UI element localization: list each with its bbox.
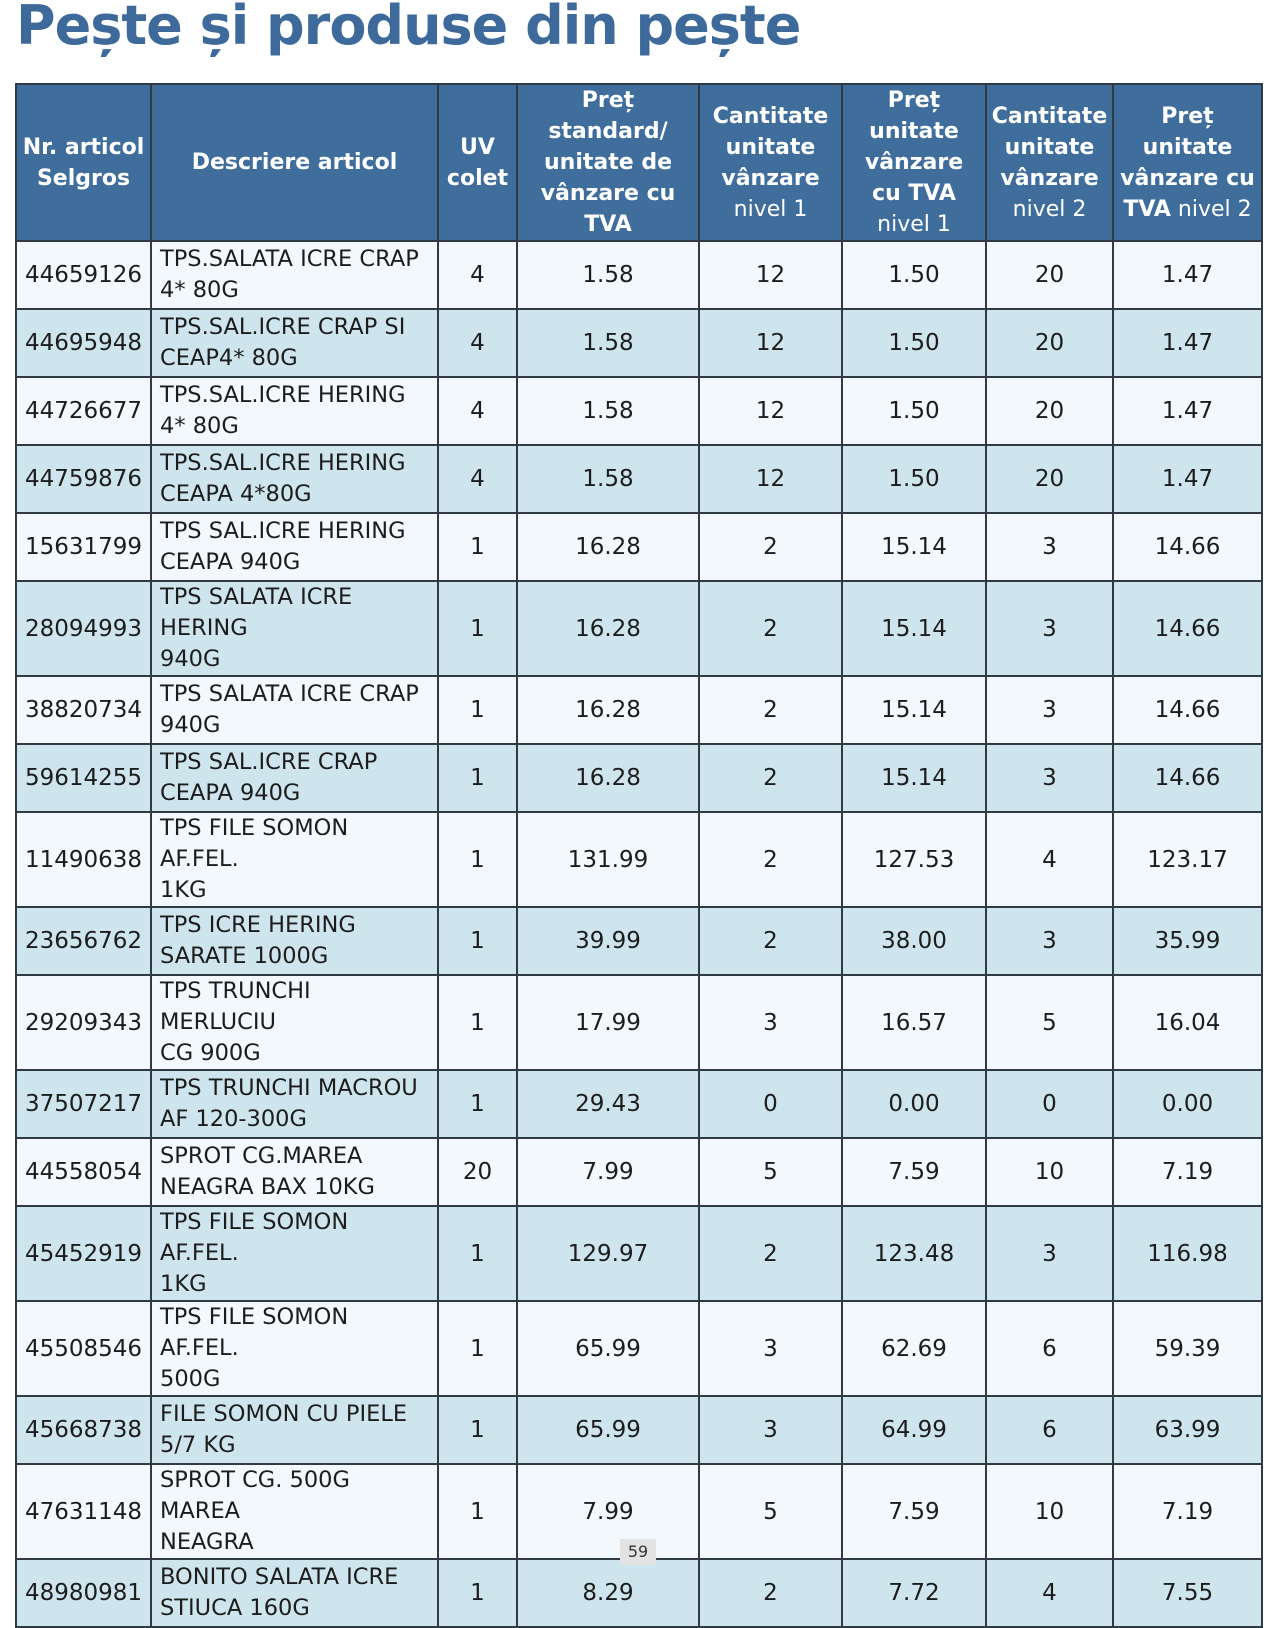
cell-pret-nivel-1: 7.59 <box>842 1138 986 1206</box>
cell-cantitate-nivel-2: 3 <box>986 513 1113 581</box>
cell-pret-nivel-1: 127.53 <box>842 812 986 907</box>
cell-descriere: TPS ICRE HERING SARATE 1000G <box>151 907 438 975</box>
header-cantitate-nivel-2-level: nivel 2 <box>1012 196 1087 222</box>
cell-pret-nivel-2: 123.17 <box>1113 812 1262 907</box>
cell-pret-standard: 65.99 <box>517 1301 699 1396</box>
table-row <box>16 513 1262 581</box>
cell-pret-standard: 129.97 <box>517 1206 699 1301</box>
header-pret-nivel-1-main: Preț unitate vânzare cu TVA <box>864 88 964 206</box>
cell-descriere: SPROT CG.MAREA NEAGRA BAX 10KG <box>151 1138 438 1206</box>
cell-pret-nivel-1: 15.14 <box>842 513 986 581</box>
header-pret-nivel-1-level: nivel 1 <box>877 212 951 237</box>
cell-pret-nivel-2: 63.99 <box>1113 1396 1262 1464</box>
table-body <box>16 241 1262 1627</box>
cell-cantitate-nivel-1: 12 <box>699 309 842 377</box>
header-cantitate-nivel-1-level: nivel 1 <box>733 196 808 222</box>
cell-pret-nivel-1: 15.14 <box>842 744 986 812</box>
cell-cantitate-nivel-1: 2 <box>699 513 842 581</box>
cell-pret-standard: 1.58 <box>517 241 699 309</box>
cell-pret-nivel-2: 16.04 <box>1113 975 1262 1070</box>
cell-cantitate-nivel-2: 3 <box>986 744 1113 812</box>
cell-pret-standard: 17.99 <box>517 975 699 1070</box>
cell-nr-articol: 47631148 <box>16 1464 151 1559</box>
cell-descriere: TPS SALATA ICRE HERING 940G <box>151 581 438 676</box>
header-pret-standard: Preț standard/ unitate de vânzare cu TVA <box>517 84 699 241</box>
cell-cantitate-nivel-2: 5 <box>986 975 1113 1070</box>
table-row <box>16 445 1262 513</box>
header-pret-nivel-1 <box>842 84 986 241</box>
cell-pret-nivel-2: 1.47 <box>1113 377 1262 445</box>
cell-nr-articol: 44759876 <box>16 445 151 513</box>
cell-uv-colet: 1 <box>438 812 517 907</box>
price-table <box>15 83 1263 1628</box>
cell-nr-articol: 38820734 <box>16 676 151 744</box>
cell-uv-colet: 1 <box>438 581 517 676</box>
cell-cantitate-nivel-1: 12 <box>699 377 842 445</box>
cell-descriere: TPS TRUNCHI MERLUCIU CG 900G <box>151 975 438 1070</box>
cell-uv-colet: 4 <box>438 377 517 445</box>
cell-descriere: FILE SOMON CU PIELE 5/7 KG <box>151 1396 438 1464</box>
cell-nr-articol: 48980981 <box>16 1559 151 1627</box>
cell-cantitate-nivel-2: 4 <box>986 812 1113 907</box>
header-descriere: Descriere articol <box>151 84 438 241</box>
cell-nr-articol: 45508546 <box>16 1301 151 1396</box>
cell-pret-standard: 29.43 <box>517 1070 699 1138</box>
cell-pret-nivel-1: 15.14 <box>842 676 986 744</box>
cell-nr-articol: 29209343 <box>16 975 151 1070</box>
cell-cantitate-nivel-1: 5 <box>699 1138 842 1206</box>
header-pret-nivel-2 <box>1113 84 1262 241</box>
cell-cantitate-nivel-2: 20 <box>986 241 1113 309</box>
cell-pret-nivel-2: 1.47 <box>1113 241 1262 309</box>
table-row <box>16 975 1262 1070</box>
header-cantitate-nivel-2-main: Cantitate unitate vânzare <box>991 103 1108 191</box>
cell-pret-nivel-1: 38.00 <box>842 907 986 975</box>
cell-cantitate-nivel-1: 3 <box>699 1301 842 1396</box>
cell-cantitate-nivel-1: 2 <box>699 1206 842 1301</box>
cell-descriere: TPS TRUNCHI MACROU AF 120-300G <box>151 1070 438 1138</box>
cell-pret-nivel-2: 59.39 <box>1113 1301 1262 1396</box>
cell-pret-standard: 16.28 <box>517 744 699 812</box>
cell-cantitate-nivel-1: 2 <box>699 812 842 907</box>
table-row <box>16 1559 1262 1627</box>
cell-cantitate-nivel-2: 3 <box>986 907 1113 975</box>
cell-descriere: TPS SALATA ICRE CRAP 940G <box>151 676 438 744</box>
cell-pret-nivel-1: 7.59 <box>842 1464 986 1559</box>
cell-uv-colet: 1 <box>438 676 517 744</box>
cell-pret-standard: 131.99 <box>517 812 699 907</box>
cell-pret-nivel-1: 7.72 <box>842 1559 986 1627</box>
cell-pret-nivel-1: 15.14 <box>842 581 986 676</box>
header-nr-articol: Nr. articol Selgros <box>16 84 151 241</box>
cell-cantitate-nivel-1: 2 <box>699 907 842 975</box>
cell-pret-nivel-1: 1.50 <box>842 377 986 445</box>
cell-nr-articol: 15631799 <box>16 513 151 581</box>
cell-uv-colet: 1 <box>438 1206 517 1301</box>
table-row <box>16 907 1262 975</box>
cell-cantitate-nivel-2: 6 <box>986 1396 1113 1464</box>
cell-pret-standard: 39.99 <box>517 907 699 975</box>
cell-nr-articol: 23656762 <box>16 907 151 975</box>
cell-cantitate-nivel-2: 3 <box>986 581 1113 676</box>
cell-nr-articol: 44659126 <box>16 241 151 309</box>
cell-cantitate-nivel-1: 3 <box>699 975 842 1070</box>
header-pret-nivel-2-level: nivel 2 <box>1170 196 1252 222</box>
cell-uv-colet: 4 <box>438 309 517 377</box>
table-row <box>16 1138 1262 1206</box>
cell-pret-standard: 7.99 <box>517 1464 699 1559</box>
header-pret-nivel-2-main: Preț unitate vânzare cu TVA <box>1120 103 1255 222</box>
cell-descriere: BONITO SALATA ICRE STIUCA 160G <box>151 1559 438 1627</box>
cell-uv-colet: 1 <box>438 1559 517 1627</box>
cell-descriere: TPS FILE SOMON AF.FEL. 1KG <box>151 812 438 907</box>
cell-nr-articol: 28094993 <box>16 581 151 676</box>
cell-descriere: TPS SAL.ICRE CRAP CEAPA 940G <box>151 744 438 812</box>
cell-uv-colet: 4 <box>438 445 517 513</box>
cell-descriere: TPS.SAL.ICRE HERING CEAPA 4*80G <box>151 445 438 513</box>
cell-cantitate-nivel-2: 20 <box>986 377 1113 445</box>
table-row <box>16 309 1262 377</box>
cell-nr-articol: 11490638 <box>16 812 151 907</box>
cell-cantitate-nivel-2: 3 <box>986 676 1113 744</box>
cell-uv-colet: 1 <box>438 975 517 1070</box>
table-row <box>16 241 1262 309</box>
header-cantitate-nivel-1-main: Cantitate unitate vânzare <box>712 103 829 191</box>
cell-cantitate-nivel-1: 12 <box>699 241 842 309</box>
cell-pret-nivel-1: 64.99 <box>842 1396 986 1464</box>
cell-uv-colet: 1 <box>438 1464 517 1559</box>
cell-uv-colet: 1 <box>438 1070 517 1138</box>
cell-pret-standard: 8.29 <box>517 1559 699 1627</box>
cell-pret-standard: 1.58 <box>517 309 699 377</box>
table-row <box>16 1301 1262 1396</box>
cell-cantitate-nivel-2: 20 <box>986 309 1113 377</box>
cell-uv-colet: 4 <box>438 241 517 309</box>
page-title: Pește și produse din pește <box>16 0 801 57</box>
cell-cantitate-nivel-2: 10 <box>986 1138 1113 1206</box>
cell-cantitate-nivel-1: 2 <box>699 581 842 676</box>
table-row <box>16 581 1262 676</box>
table-row <box>16 1206 1262 1301</box>
table-row <box>16 744 1262 812</box>
cell-nr-articol: 59614255 <box>16 744 151 812</box>
cell-pret-nivel-1: 123.48 <box>842 1206 986 1301</box>
cell-cantitate-nivel-1: 12 <box>699 445 842 513</box>
table-row <box>16 1396 1262 1464</box>
cell-cantitate-nivel-2: 10 <box>986 1464 1113 1559</box>
cell-pret-standard: 7.99 <box>517 1138 699 1206</box>
cell-descriere: TPS SAL.ICRE HERING CEAPA 940G <box>151 513 438 581</box>
cell-uv-colet: 1 <box>438 907 517 975</box>
cell-pret-nivel-2: 1.47 <box>1113 309 1262 377</box>
cell-pret-nivel-2: 14.66 <box>1113 744 1262 812</box>
cell-descriere: SPROT CG. 500G MAREA NEAGRA <box>151 1464 438 1559</box>
cell-pret-nivel-2: 0.00 <box>1113 1070 1262 1138</box>
cell-cantitate-nivel-2: 0 <box>986 1070 1113 1138</box>
table-row <box>16 812 1262 907</box>
cell-uv-colet: 1 <box>438 513 517 581</box>
cell-nr-articol: 44726677 <box>16 377 151 445</box>
cell-descriere: TPS.SALATA ICRE CRAP 4* 80G <box>151 241 438 309</box>
cell-pret-nivel-2: 1.47 <box>1113 445 1262 513</box>
cell-uv-colet: 20 <box>438 1138 517 1206</box>
cell-pret-nivel-1: 16.57 <box>842 975 986 1070</box>
cell-pret-nivel-2: 7.55 <box>1113 1559 1262 1627</box>
table-header-row <box>16 84 1262 241</box>
cell-descriere: TPS FILE SOMON AF.FEL. 1KG <box>151 1206 438 1301</box>
cell-descriere: TPS.SAL.ICRE CRAP SI CEAP4* 80G <box>151 309 438 377</box>
cell-pret-nivel-2: 7.19 <box>1113 1464 1262 1559</box>
cell-cantitate-nivel-2: 6 <box>986 1301 1113 1396</box>
cell-cantitate-nivel-1: 2 <box>699 676 842 744</box>
cell-nr-articol: 44695948 <box>16 309 151 377</box>
cell-uv-colet: 1 <box>438 1301 517 1396</box>
cell-cantitate-nivel-1: 0 <box>699 1070 842 1138</box>
cell-uv-colet: 1 <box>438 1396 517 1464</box>
cell-cantitate-nivel-2: 20 <box>986 445 1113 513</box>
cell-pret-nivel-1: 62.69 <box>842 1301 986 1396</box>
header-uv-colet: UV colet <box>438 84 517 241</box>
cell-nr-articol: 37507217 <box>16 1070 151 1138</box>
cell-pret-nivel-2: 35.99 <box>1113 907 1262 975</box>
cell-descriere: TPS FILE SOMON AF.FEL. 500G <box>151 1301 438 1396</box>
header-cantitate-nivel-1 <box>699 84 842 241</box>
cell-pret-standard: 16.28 <box>517 581 699 676</box>
cell-cantitate-nivel-1: 5 <box>699 1464 842 1559</box>
cell-uv-colet: 1 <box>438 744 517 812</box>
cell-pret-nivel-2: 14.66 <box>1113 513 1262 581</box>
table-row <box>16 1070 1262 1138</box>
cell-pret-standard: 65.99 <box>517 1396 699 1464</box>
cell-nr-articol: 45452919 <box>16 1206 151 1301</box>
cell-pret-nivel-2: 7.19 <box>1113 1138 1262 1206</box>
cell-pret-nivel-1: 1.50 <box>842 241 986 309</box>
cell-pret-nivel-2: 14.66 <box>1113 581 1262 676</box>
table-row <box>16 377 1262 445</box>
cell-cantitate-nivel-1: 2 <box>699 1559 842 1627</box>
table-row <box>16 676 1262 744</box>
cell-pret-standard: 1.58 <box>517 377 699 445</box>
cell-nr-articol: 45668738 <box>16 1396 151 1464</box>
cell-cantitate-nivel-1: 3 <box>699 1396 842 1464</box>
cell-pret-standard: 1.58 <box>517 445 699 513</box>
cell-pret-standard: 16.28 <box>517 513 699 581</box>
cell-cantitate-nivel-2: 4 <box>986 1559 1113 1627</box>
cell-cantitate-nivel-1: 2 <box>699 744 842 812</box>
cell-pret-nivel-2: 14.66 <box>1113 676 1262 744</box>
cell-pret-nivel-1: 1.50 <box>842 309 986 377</box>
header-cantitate-nivel-2 <box>986 84 1113 241</box>
page-number: 59 <box>620 1539 656 1565</box>
cell-pret-standard: 16.28 <box>517 676 699 744</box>
cell-descriere: TPS.SAL.ICRE HERING 4* 80G <box>151 377 438 445</box>
cell-nr-articol: 44558054 <box>16 1138 151 1206</box>
cell-pret-nivel-1: 1.50 <box>842 445 986 513</box>
cell-pret-nivel-1: 0.00 <box>842 1070 986 1138</box>
cell-cantitate-nivel-2: 3 <box>986 1206 1113 1301</box>
cell-pret-nivel-2: 116.98 <box>1113 1206 1262 1301</box>
